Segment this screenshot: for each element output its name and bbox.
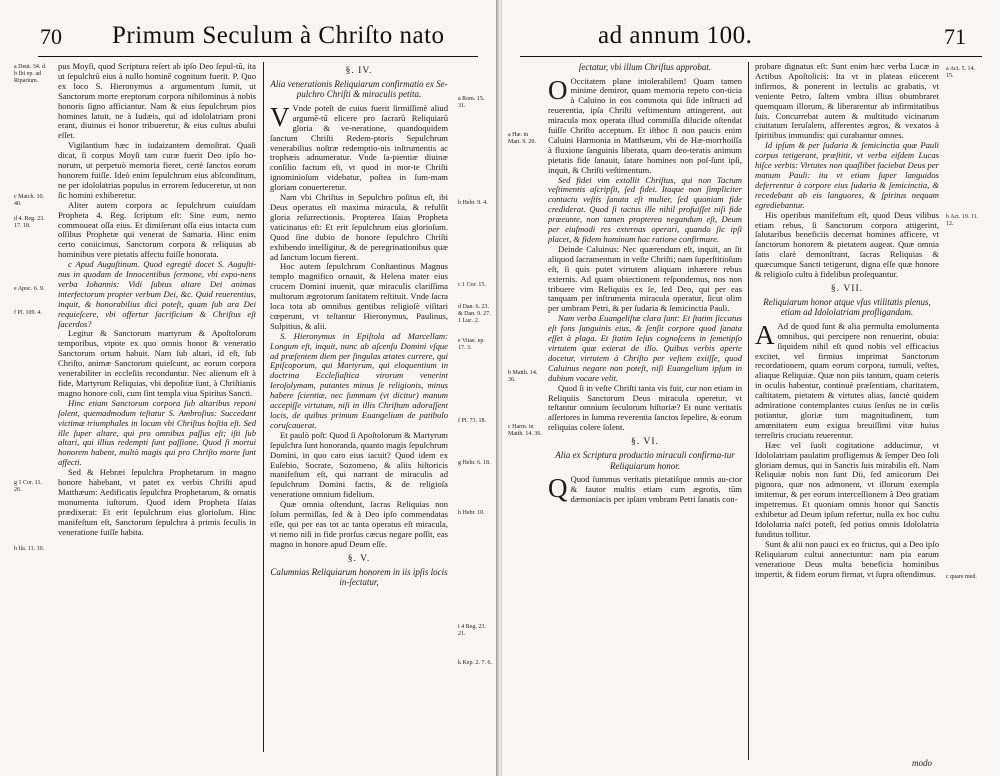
paragraph: Sed fidei vim extollit Chriſtus, qui non Tactum veſtimentis aſcripſit, ſed fidei. Itaque non ſimpliciter contactu veſtis ſanata eſt mulier, ſed quoniam fide crediderat. Quod ſi tactus ille nihil profuiſſet niſi fide præeunte, non tamen propterea negandum eſt, Deum per eiuſmodi res externas operari, quando ſic ipſi placet, & fidem hominum hac ratione confirmare. [548, 174, 742, 244]
margin-note: c 1 Cor. 15. [458, 282, 486, 288]
paragraph: probare dignatus eſt: Sunt enim hæc verba Lucæ in Actibus Apoſtolicis: Ita vt in plateas eiicerent infirmos, & ponerent in lectulis ac grabatis, vt veniente Petro, ſaltem vmbra illius obumbraret quemquam illorum, & liberarentur ab infirmitatibus ſuis. Concurrebat autem & multitudo vicinarum ciuitatum Ieruſalem, afferentes ægros, & vexatos à ſpiritibus immundis: qui curabantur omnes. [755, 62, 939, 141]
paragraph: Hæc vel ſuoli cogitatione adducimur, vt Idololatriam paulatim profligemus & ſemper Deo ſoli gloriam demus, qui in Sanctis ſuis mirabilis eſt. Nam Reliquiæ nobis non ſunt Dii, ſed amicorum Dei pignora, quæ nos admonent, vt illorum exempla imitemur, & per eorum interceſſionem à Deo gratiam impetremus. Et quoniam omnis honor qui Sanctis exhibetur ad Deum ipſum refertur, nulla ex hoc cultu Idololatria naſci poteſt, ſed potius omnis Idololatria funditus tollitur. [755, 439, 939, 539]
margin-note: k Kep. 2. 7. 6. [458, 660, 492, 666]
paragraph: Deinde Caluinus: Nec quærendum eſt, inquit, an ſit aliquod ſacramentum in veſte Chriſti; nam ſuperſtitioſum eſt, ſi quis putet virtutem aliquam inhærere rebus externis. Ad quam obiectionem reſpondemus, nos non tribuere vim Reliquiis ex ſe, ſed Deo, qui per eas tanquam per inſtrumenta miracula operatur, ſicut olim per umbram Petri, & per ſudaria & ſemicinctia Pauli. [548, 243, 742, 314]
paragraph: Id ipſum & per ſudaria & ſemicinctia quæ Pauli corpus tetigerant, præſtitit, vt verba eiſdem Lucas hiſce verbis: Virtutes non quaſlibet faciebat Deus per manum Pauli: ita vt etiam ſuper languidos deferrentur à corpore eius ſudaria & ſemicinctia, & recedebant ab eis languores, & ſpiritus nequam egrediebantur. [755, 140, 939, 210]
paragraph [755, 319, 939, 441]
drop-cap: V [270, 101, 290, 132]
margin-note: d 4. Reg. 23. 17. 18. [14, 216, 45, 230]
right-column-2 [755, 62, 939, 760]
margin-note: e Apoc. 6. 9. [14, 286, 45, 292]
drop-cap: A [755, 319, 775, 350]
margin-note: f Pſ. 73. 18. [458, 418, 487, 424]
paragraph: Nam verba Euangeliſtæ clara ſunt: Et ſtatim ſiccatus eſt fons ſanguinis eius, & ſenſit corpore quod ſanata eſſet à plaga. Et ſtatim Ieſus cognoſcens in ſemetipſo virtutem quæ exierat de illo. Quibus verbis aperte docetur, virtutem à Chriſto per veſtem exiiſſe, quod Caluinus negare non poteſt, niſi Euangelium ipſum in dubium vocare velit. [548, 313, 742, 383]
paragraph-text: Occitatem plane intolerabilem! Quam tamen minime demiror, quam memoria repeto con-ticia à Caluino in eos commota qui ſide inſtructi ad reuerentia, ipſa Chriſti veſtimentum attingerent, aut miracula mox operata illud commiſſa diluciđe oſtendat fuiſſe Chriſto acceptum. Et iſthoc ſi non paucis enim Caluini Harmonia in Matthæum, vbi de Hæ-morrhoiſſa à fluxione ſanguinis liberata, quam deo-teratis animum pietatis fide ſanauit, ſatare homines non poſ-ſunt ipſi, inquit, & Chriſti veſtimentum. [548, 75, 742, 175]
paragraph: Hoc autem ſepulchrum Conſtantinus Magnus templo magnifico ornauit, & Helena mater eius crucem Domini inuenit, quæ miraculis clariſſima multorum ægrotorum ſanitatem reſtituit. Vnde ſacra loca tota ab omnibus gentibus religioſè viſitari cœperunt, vt teſtantur Hieronymus, Paulinus, Sulpitius, & alii. [270, 261, 448, 331]
margin-note: b Hebr. 9. 4. [458, 200, 488, 206]
section-heading: §. VII. [830, 282, 864, 294]
margin-note: g 1 Cor. 11. 26. [14, 480, 42, 494]
paragraph: Legitur & Sanctorum martyrum & Apoſtolorum temporibus, vtpote ex quo omnis honor & veneratio Sanctorum ortum habuit. Nam ſub altari, id eſt, ſub Chriſto, animæ Sanctorum quieſcunt, ac eorum corpora venerabiliter in eccleſiis reconduntur. Nec alienum eſt à fide, Martyrum Reliquias, vbi depoſitæ ſunt, à Chriſtianis magno honore coli, cum ſint templa viua Spiritus Sancti. [58, 328, 256, 398]
paragraph [548, 475, 742, 505]
left-page-number: 70 [40, 24, 62, 49]
margin-note: a Hæ. in Matt. 9. 20. [508, 132, 536, 146]
paragraph-text: Quod ſummus veritatis pietatiſque omnis au-ctor & fautor multis etiam cum ægrotis, tūm dæmoniacis per ipſam vmbram Petri ſanatis con- [570, 474, 742, 504]
paragraph-text: Ad de quod ſunt & alia permulta emolumenta omnibus, qui percipere non renuerint, obuia: ſiquidem nihil eſt quod nobis vel efficacius excitet, vel firmius imprimat Sanctorum recordationem, quam eorum corpora, tumuli, veſtes, aliaque Reliquiæ. Quæ non piis tantum, quam ceteris in oculis habentur, continuè præſentiam, charitatem, caſtitatem, pietatem & virtutes alias, ſanctè quidem admiratione contemplantes cuius ſenſus ne in cœlis potiantur, gloriæ tum magnitudinem, tum amœnitatem eum exigua breuiſſimi vitæ huius terreſtris cruciatu reuerentur. [755, 320, 939, 440]
right-page [502, 0, 1000, 776]
margin-note: f Pſ. 109. 4. [14, 310, 43, 316]
paragraph: Quod ſi in veſte Chriſti tanta vis fuit, cur non etiam in Reliquiis Sanctorum Deus miracula operetur, vt teſtantur omnium ſeculorum hiſtoriæ? Et nunc veritatis aſſertores in ſumma reverentia ſanctos ſepelire, & eorum reliquias colere ſolent. [548, 382, 742, 433]
section-title-continued: ſectatur, vbi illum Chriſtus approbat. [578, 62, 712, 72]
section-heading: §. VI. [631, 436, 659, 448]
drop-cap: Q [548, 473, 568, 504]
section-heading: §. V. [347, 552, 371, 564]
paragraph: Hinc etiam Sanctorum corpora ſub altaribus reponi ſolent, quemadmodum teſtatur S. Ambroſius: Succedant victimæ triumphales in locum vbi Chriſtus hoſtia eſt. Sed ille ſuper altare, qui pro omnibus paſſus eſt; iſti ſub altari, qui illius redempti ſunt paſſione. Quod ſi mortui honorem habent, multò magis qui pro Chriſto morte ſunt affecti. [58, 397, 256, 468]
margin-note: g Hebr. 6. 18. [458, 460, 491, 466]
right-page-number: 71 [944, 24, 966, 49]
paragraph: Aliter autem corpora ac ſepulchrum cuiuſdam Propheta 4. Reg. ſcriptum eſt: Sine eum, nemo commoueat oſſa eius. Et dimiſerunt oſſa eius intacta cum oſſibus Prophetæ qui venerat de Samaria. Hinc enim certo coniicimus, Sanctorum corpora & reliquias ab hominibus vere pietatis affectu fuiſſe honorata. [58, 199, 256, 260]
margin-note: h Hebr. 10. [458, 510, 485, 516]
margin-note: b Act. 19. 11. 12. [946, 214, 979, 228]
paragraph: c Apud Auguſtinum. Quod egregiè docet S. Auguſti-nus in quodam de Innocentibus ſermone, vbi expo-nens verba Iohannis: Vidi ſubtus altare Dei animas interfectorum propter verbum Dei, &c. Quid reuerentius, inquit, & honorabilius dici poteſt, quam ſub ara Dei requieſcere, vbi offertur ſacrificium & Chriſtus eſt ſacerdos? [58, 259, 256, 329]
paragraph: S. Hieronymus in Epiſtola ad Marcellam: Longum eſt, inquit, nunc ab aſcenſu Domini vſque ad præſentem diem per ſingulas ætates currere, qui Epiſcoporum, qui Martyrum, qui eloquentium in doctrina Eccleſiaſtica virorum venerint Ieroſolymam, putantes minus ſe religionis, minus habere ſcientiæ, nec ſummam (vt dicitur) manum accepiſſe virtutum, niſi in illis Chriſtum adoraſſent locis, de quibus primum Euangelium de patibulo coruſcauerat. [270, 330, 448, 430]
left-running-head: Primum Seculum à Chriſto nato [112, 22, 445, 49]
section-title: Calumnias Reliquiarum honorem in iis ipſis locis in-ſectatur, [270, 566, 448, 588]
left-column-2 [270, 62, 448, 752]
right-header-rule [520, 56, 982, 57]
column-divider [748, 62, 749, 760]
section-title: Alia venerationis Reliquiarum confirmatio ex Se-pulchro Chriſti & miraculis petita. [270, 78, 448, 100]
left-header-rule [38, 56, 478, 57]
paragraph: Quæ omnia oſtendunt, ſacras Reliquias non ſolum permiſſas, ſed & à Deo ipſo commendatas eſſe, qui per eas tot ac tanta operatus eſt miracula, vt nemo niſi in fide prorſus cæcus negare poſſit, eas magno in honore apud Deum eſſe. [270, 499, 448, 549]
drop-cap: O [548, 74, 568, 105]
margin-note: i 4 Reg. 23. 21. [458, 624, 486, 638]
margin-note: a Deut. 34. d. b Ibi ep. ad Riparium. [14, 64, 47, 85]
paragraph: pus Moyſi, quod Scriptura reſert ab ipſo Deo ſepul-tū, ita ut ſepulchrū eius à nullo hominē cognitum fuerit. P. Quo ex loco S. Hieronymus a argumentum ſumit, ut Sanctorum morte ereptorum corpora nihilominus à nobis honoris ſigno afficiantur. Nam & eius ſepulchrum pios homines latuit, ne à Iudæis, qui ad idololatriam proni erant, diuinus ei honor tribueretur, & eius cultus abuſui eſſet. [58, 62, 256, 141]
paragraph: Et paulò poſt: Quod ſi Apoſtolorum & Martyrum ſepulchra ſunt honoranda, quanto magis ſepulchrum Domini, in quo caro eius iacuit? Quod idem ex Euſebio, Socrate, Sozomeno, & aliis hiſtoricis manifeſtum eſt, qui narrant de miraculis ad ſepulchrum Domini factis, & de religioſa veneratione omnium fidelium. [270, 429, 448, 500]
margin-note: d Dan. 6. 23. & Dan. 9. 27. 1 Luc. 2. [458, 304, 491, 325]
paragraph: Vigilantium hæc in iudaizantem demoſtrat. Quaſi dicat, ſi corpus Moyſi tam curæ fuerit Deo ipſo ho-norum, ut perpetuò memoria fieret, certè ſanctos eorum honorem fuiſſe. Ideò enim ſepulchrum eius abſconditum, ne per idololatrias populus in errorem ſeduceretur, ut non ſic homini exhiberetur. [58, 140, 256, 200]
section-title: Reliquiarum honor atque vſus vtilitatis plenus, etiam ad Idololatriam profligandam. [763, 296, 931, 318]
right-column-1 [548, 62, 742, 760]
margin-note: h Iſa. 11. 10. [14, 546, 45, 552]
paragraph: His operibus manifeſtum eſt, quod Deus vilibus etiam rebus, ſi Sanctorum corpora attigerint, ſalutaribus beneficiis decernat homines afficere, vt ſanctorum honorem & pietatem augeat. Quæ omnia ſatis clarè demonſtrant, ſacras Reliquias & quæcumque Sancti tetigerunt, digna eſſe quæ honore & religioſo cultu à fidelibus proſequantur. [755, 209, 939, 280]
paragraph: Nam vbi Chriſtus in Sepulchro poſitus eſt, ibi Deus operatus eſt maxima miracula, & refulſit gloria reſurrectionis. Propterea Iſaias Propheta vaticinatus eſt: Et erit ſepulchrum eius glorioſum. Quod ſine dubio de honore ſepulchro Chriſti exhibendo intelligitur, & de peregrinationibus quæ ad ſanctum locum fierent. [270, 192, 448, 262]
margin-note: a Rom. 15. 31. [458, 96, 485, 110]
paragraph: Sed & Hebræi ſepulchra Prophetarum in magno honore habebant, vt patet ex verbis Chriſti apud Matthæum: Aedificatis ſepulchra Prophetarum, & ornatis monumenta iuſtorum. Quod idem Propheta Iſaias prædixerat: Et erit ſepulchrum eius glorioſum. Hinc manifeſtum eſt, Sanctorum ſepulchra à primis ſeculis in veneratione fuiſſe habita. [58, 467, 256, 537]
paragraph: Sunt & alii non pauci ex eo fructus, qui a Deo ipſo Reliquiarum cultui annectuntur: nam pia earum veneratione Deus multa beneficia hominibus impertit, & fidem eorum firmat, vt ſupra oſtendimus. [755, 538, 939, 579]
section-title: Alia ex Scriptura productio miraculi confirma-tur Reliquiarum honor. [555, 450, 735, 471]
column-divider [263, 62, 264, 752]
margin-note: c quare med. [946, 574, 977, 580]
left-page [0, 0, 498, 776]
right-running-head: ad annum 100. [598, 22, 753, 49]
margin-note: c Harm. in Matth. 14. 36. [508, 424, 542, 438]
margin-note: a Act. 5. 14. 15. [946, 66, 975, 80]
paragraph [270, 101, 448, 193]
margin-note: c Match. 10. 40. [14, 194, 44, 208]
margin-note: e Vitae. ep. 17. 3. [458, 338, 485, 352]
paragraph [548, 74, 742, 176]
section-heading: §. IV. [345, 65, 373, 76]
margin-note: b Matth. 14. 36. [508, 370, 538, 384]
left-column-1 [58, 62, 256, 752]
paragraph-text: Vnde poteſt de cuius fuerit ſirmiſſimè aliud argumē-tū elicere pro ſacrarū Reliquiarū gloria & ve-neratione, quandoquidem ſanctum Chriſti Redem-ptoris Sepulchrum venerabilius noſtræ redemptio-nis inſtrumentis ac trophæis adnumeratur. Vnde ſa-pientiæ diuinæ conſilio factum eſt, vt quod in mor-te Chriſti ignominioſum videbatur, poſtea in ſum-mam gloriam conuerteretur. [270, 102, 448, 193]
catchword: modo [912, 758, 932, 768]
